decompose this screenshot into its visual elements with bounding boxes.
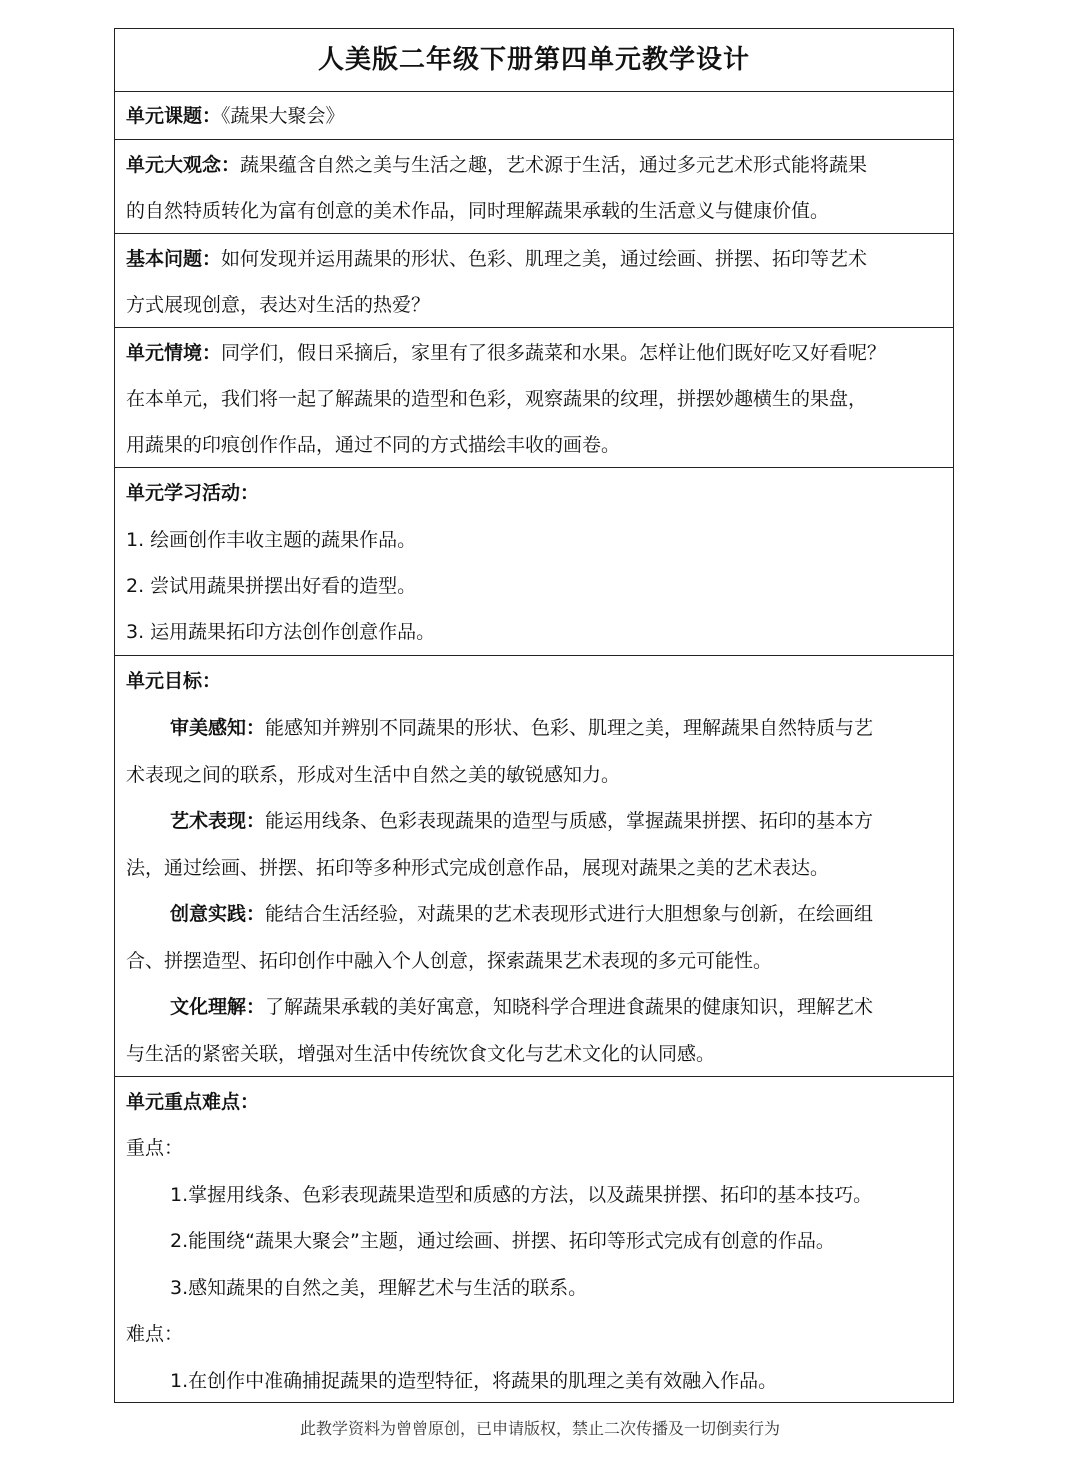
situation-row	[115, 328, 953, 468]
topic-row	[115, 92, 953, 140]
goal-aesthetic-line-2: 术表现之间的联系，形成对生活中自然之美的敏锐感知力。	[126, 764, 621, 786]
activities-label: 单元学习活动：	[126, 482, 260, 504]
goal-culture-label: 文化理解：	[170, 996, 266, 1018]
goal-practice-line-2: 合、拼摆造型、拓印创作中融入个人创意，探索蔬果艺术表现的多元可能性。	[126, 950, 773, 972]
question-row	[115, 234, 953, 328]
key-item: 3.感知蔬果的自然之美，理解艺术与生活的联系。	[170, 1277, 588, 1299]
goals-label: 单元目标：	[126, 670, 222, 692]
keypoints-row	[115, 1077, 953, 1401]
goal-aesthetic-line-1: 审美感知：能感知并辨别不同蔬果的形状、色彩、肌理之美，理解蔬果自然特质与艺	[170, 717, 874, 739]
question-text-2: 方式展现创意，表达对生活的热爱？	[126, 294, 431, 316]
goal-practice-line-1: 创意实践：能结合生活经验，对蔬果的艺术表现形式进行大胆想象与创新，在绘画组	[170, 903, 874, 925]
big-idea-label: 单元大观念：	[126, 154, 241, 176]
goal-culture-line-2: 与生活的紧密关联，增强对生活中传统饮食文化与艺术文化的认同感。	[126, 1043, 716, 1065]
situation-text-2: 在本单元，我们将一起了解蔬果的造型和色彩，观察蔬果的纹理，拼摆妙趣横生的果盘，	[126, 388, 868, 410]
question-label: 基本问题：	[126, 248, 222, 270]
goal-culture-line-1: 文化理解：了解蔬果承载的美好寓意，知晓科学合理进食蔬果的健康知识，理解艺术	[170, 996, 874, 1018]
key-item: 2.能围绕“蔬果大聚会”主题，通过绘画、拼摆、拓印等形式完成有创意的作品。	[170, 1230, 835, 1252]
goal-aesthetic-label: 审美感知：	[170, 717, 266, 739]
situation-text-3: 用蔬果的印痕创作作品，通过不同的方式描绘丰收的画卷。	[126, 434, 621, 456]
title-row	[115, 29, 953, 92]
topic-label: 单元课题：	[126, 105, 222, 127]
big-idea-text-1: 蔬果蕴含自然之美与生活之趣，艺术源于生活，通过多元艺术形式能将蔬果	[240, 154, 868, 176]
situation-label: 单元情境：	[126, 342, 222, 364]
topic-value: 《蔬果大聚会》	[221, 105, 345, 127]
activities-row	[115, 468, 953, 656]
situation-text-1: 同学们，假日采摘后，家里有了很多蔬菜和水果。怎样让他们既好吃又好看呢？	[221, 342, 887, 364]
goals-row	[115, 656, 953, 1077]
activity-item: 3. 运用蔬果拓印方法创作创意作品。	[126, 621, 436, 643]
activity-item: 1. 绘画创作丰收主题的蔬果作品。	[126, 529, 417, 551]
activity-item: 2. 尝试用蔬果拼摆出好看的造型。	[126, 575, 417, 597]
topic-line	[126, 104, 943, 128]
lesson-design-table	[114, 28, 954, 1403]
situation-line-1	[126, 341, 943, 365]
key-item: 1.掌握用线条、色彩表现蔬果造型和质感的方法，以及蔬果拼摆、拓印的基本技巧。	[170, 1184, 873, 1206]
page-title: 人美版二年级下册第四单元教学设计	[317, 45, 750, 75]
goal-practice-label: 创意实践：	[170, 903, 266, 925]
goal-expression-line-2: 法，通过绘画、拼摆、拓印等多种形式完成创意作品，展现对蔬果之美的艺术表达。	[126, 857, 830, 879]
key-label: 重点：	[126, 1137, 184, 1159]
big-idea-row	[115, 140, 953, 234]
goal-expression-label: 艺术表现：	[170, 810, 266, 832]
big-idea-text-2: 的自然特质转化为富有创意的美术作品，同时理解蔬果承载的生活意义与健康价值。	[126, 200, 830, 222]
copyright-footer: 此教学资料为曾曾原创，已申请版权，禁止二次传播及一切倒卖行为	[299, 1419, 780, 1438]
difficulty-item: 1.在创作中准确捕捉蔬果的造型特征，将蔬果的肌理之美有效融入作品。	[170, 1370, 778, 1392]
difficulty-label: 难点：	[126, 1323, 184, 1345]
question-text-1: 如何发现并运用蔬果的形状、色彩、肌理之美，通过绘画、拼摆、拓印等艺术	[221, 248, 868, 270]
big-idea-line-1	[126, 153, 943, 177]
goal-expression-line-1: 艺术表现：能运用线条、色彩表现蔬果的造型与质感，掌握蔬果拼摆、拓印的基本方	[170, 810, 874, 832]
keypoints-label: 单元重点难点：	[126, 1091, 260, 1113]
question-line-1	[126, 247, 943, 271]
